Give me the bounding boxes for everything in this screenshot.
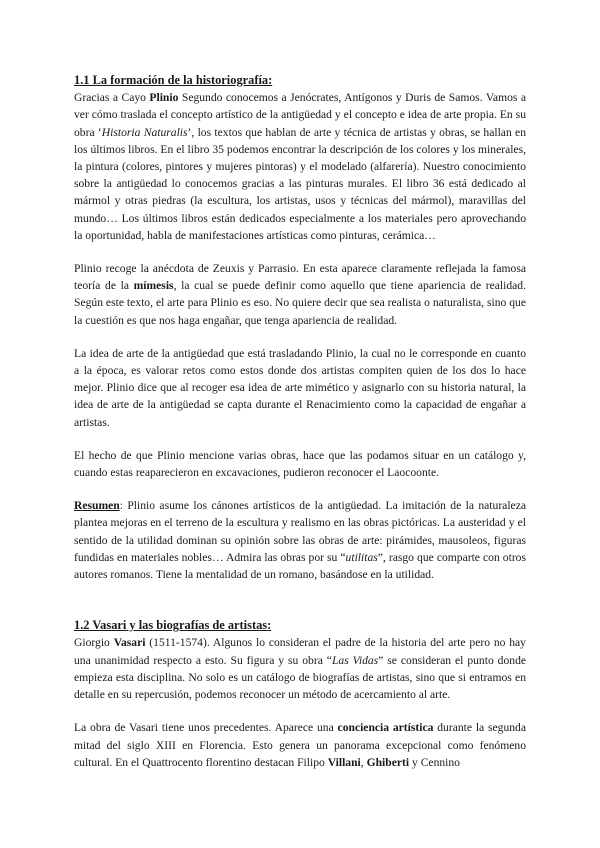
text-run: La obra de Vasari tiene unos precedentes. Aparece una <box>74 721 338 735</box>
italic-title-historia-naturalis: Historia Naturalis <box>101 125 188 139</box>
section-heading-vasari: 1.2 Vasari y las biografías de artistas: <box>74 618 272 633</box>
text-run: Gracias a Cayo <box>74 91 150 105</box>
italic-title-las-vidas: Las Vidas <box>331 653 379 667</box>
bold-term-mimesis: mímesis <box>133 279 174 293</box>
text-run: Giorgio <box>74 636 114 650</box>
paragraph-mimesis <box>74 260 526 329</box>
paragraph-idea-arte: La idea de arte de la antigüedad que está trasladando Plinio, la cual no le corresponde en cuanto a la época, es valorar retos como estos donde dos artistas compiten quien de los dos lo hace mejor. Plinio dice que al recoger esa idea de arte mimético y asignarlo con su historia natural, la idea de arte de la antigüedad se capta durante el Renacimiento como la capacidad de engañar a artistas. <box>74 346 526 429</box>
bold-term-ghiberti: Ghiberti <box>366 755 410 769</box>
bold-term-plinio: Plinio <box>149 91 179 105</box>
section-heading-historiografia: 1.1 La formación de la historiografía: <box>74 73 273 87</box>
paragraph-plinio-intro <box>74 89 526 244</box>
text-run: , <box>360 755 367 769</box>
text-run: ’, los textos que hablan de arte y técnica de artistas y obras, se hallan en los últimos libros. En el libro 35 podemos encontrar la descripción de los colores y los minerales, la pintura (colores, pintores y mujeres pintoras) y el modelado (alfarería). Nuestro conocimiento sobre la antigüedad lo conocemos gracias a las pinturas murales. El libro 36 está dedicado al mármol y otras piedras (la escultura, los artistas, usos y técnicas del mármol), maravillas del mundo… Los últimos libros están dedicados especialmente a los materiales pero aprovechando la oportunidad, habla de manifestaciones artísticas como pinturas, cerámica… <box>74 125 526 242</box>
text-run: durante la segunda mitad del siglo XIII en Florencia. Esto genera un panorama excepcional como fenómeno cultural. En el Quattrocento florentino destacan Filipo <box>74 721 526 769</box>
text-run: y Cennino <box>409 755 460 769</box>
text-run: ”, rasgo que comparte con otros autores romanos. Tiene la mentalidad de un romano, basándose en la utilidad. <box>74 550 526 582</box>
paragraph-vasari-intro <box>74 634 526 703</box>
paragraph-precedentes <box>74 719 526 771</box>
text-run: Segundo conocemos a Jenócrates, Antígonos y Duris de Samos. Vamos a ver cómo traslada el concepto artístico de la antigüedad y el concepto e idea de arte propia. En su obra ‘ <box>74 91 527 139</box>
paragraph-resumen <box>74 497 526 583</box>
bold-term-villani: Villani <box>327 755 361 769</box>
text-run: (1511-1574). Algunos lo consideran el padre de la historia del arte pero no hay una unanimidad respecto a esto. Su figura y su obra “ <box>74 636 526 667</box>
section-spacer <box>74 599 526 617</box>
bold-term-conciencia-artistica: conciencia artística <box>337 721 434 735</box>
text-run: Plinio recoge la anécdota de Zeuxis y Parrasio. En esta aparece claramente reflejada la famosa teoría de la <box>74 262 526 293</box>
bold-term-vasari: Vasari <box>113 636 146 650</box>
resumen-label: Resumen <box>74 499 120 513</box>
text-run: , la cual se puede definir como aquello que tiene apariencia de realidad. Según este texto, el arte para Plinio es eso. No quiere decir que sea realista o naturalista, sino que la cuestión es que nos haga engañar, que tenga apariencia de realidad. <box>74 279 526 327</box>
paragraph-laocoonte: El hecho de que Plinio mencione varias obras, hace que las podamos situar en un catálogo y, cuando estas reaparecieron en excavaciones, pudieron reconocer el Laocoonte. <box>74 448 526 480</box>
text-run: : Plinio asume los cánones artísticos de la antigüedad. La imitación de la naturaleza plantea mejoras en el terreno de la escultura y realismo en las obras pictóricas. La austeridad y el sentido de la utilidad dominan su opinión sobre las obras de arte: pirámides, mausoleos, figuras fundidas en materiales nobles… Admira las obras por su “ <box>74 499 526 564</box>
italic-term-utilitas: utilitas <box>345 550 378 564</box>
document-body <box>74 72 526 787</box>
text-run: ” se consideran el punto donde empieza esta disciplina. No solo es un catálogo de biografías de artistas, sino que si entramos en detalle en su repercusión, podemos reconocer un método de acercamiento al arte. <box>74 653 527 702</box>
